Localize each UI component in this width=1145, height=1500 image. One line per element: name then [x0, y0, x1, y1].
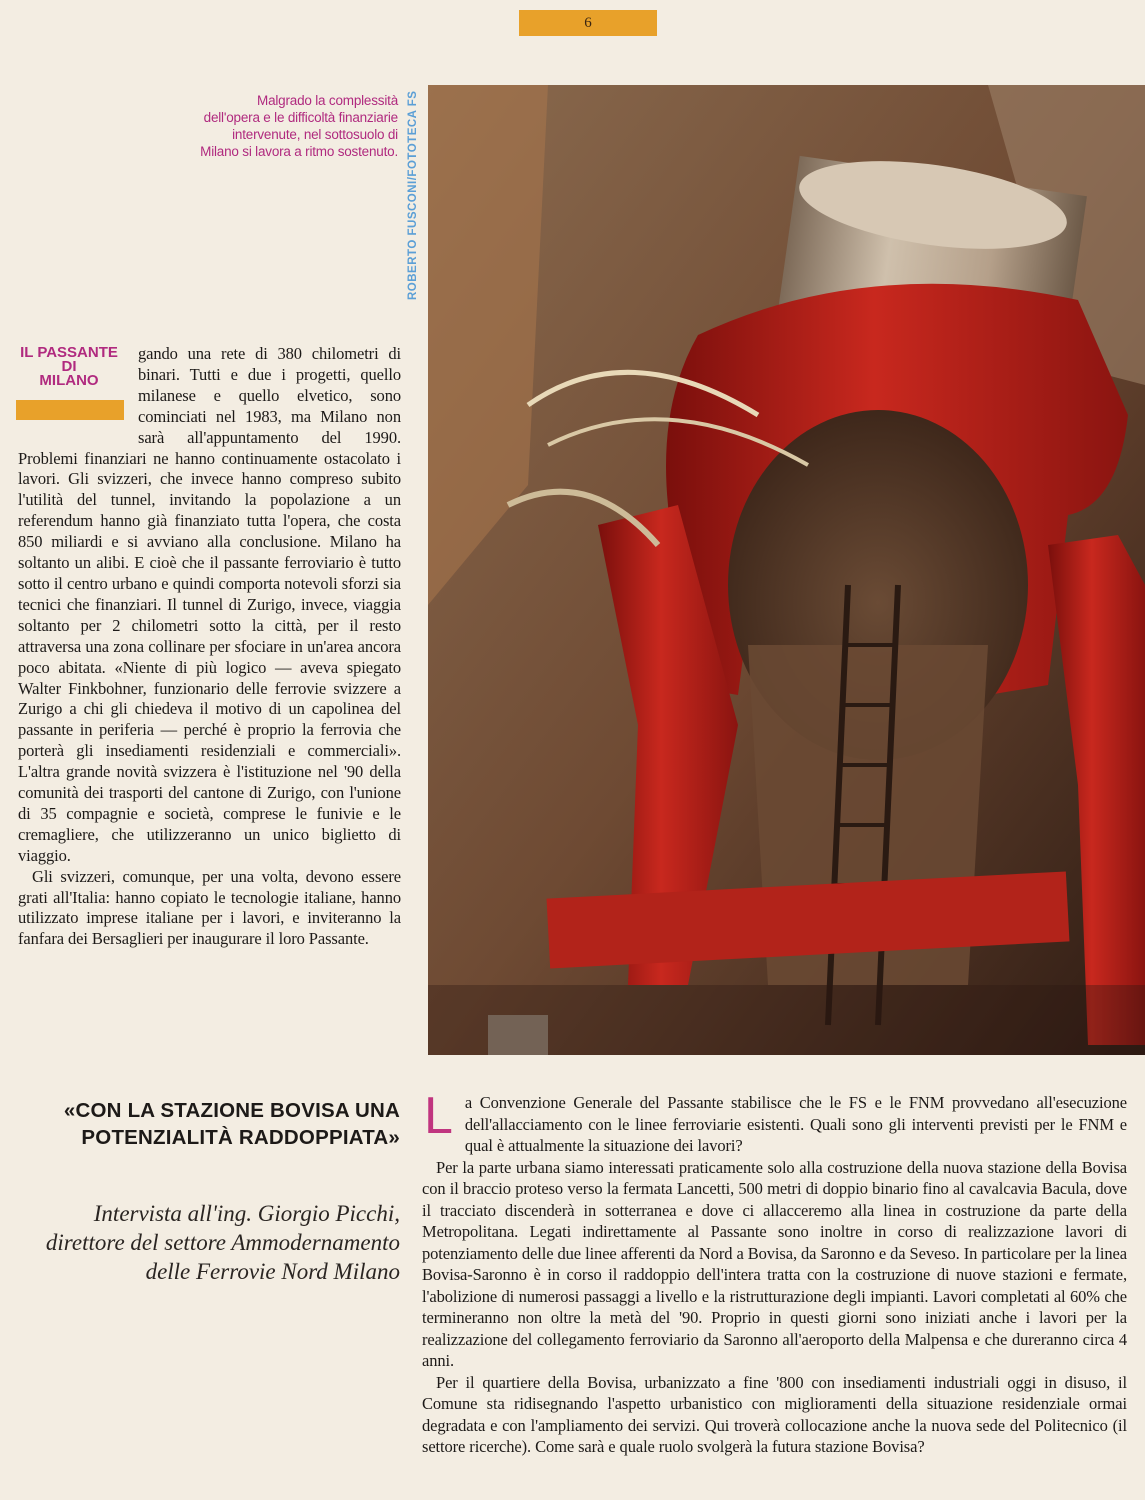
interview-question-2: Per il quartiere della Bovisa, urbanizzato a fine '800 con insediamenti industriali oggi in disuso, il Comune sta ridisegnando l'aspetto urbanistico con miglioramenti della situazione residenziale ormai degradata e con l'ampliamento dei servizi. Qui troverà collocazione anche la nuova sede del Politecnico (il settore ricerche). Come sarà e quale ruolo svolgerà la futura stazione Bovisa? — [422, 1372, 1127, 1456]
interview-byline: Intervista all'ing. Giorgio Picchi, direttore del settore Ammodernamento delle Ferrovie Nord Milano — [45, 1201, 400, 1284]
interview-column — [422, 1087, 1127, 1458]
tunnel-boring-machine-photo — [428, 85, 1145, 1055]
interview-question-1 — [422, 1087, 1127, 1157]
article-paragraph-2: Gli svizzeri, comunque, per una volta, devono essere grati all'Italia: hanno copiato le tecnologie italiane, hanno utilizzato imprese italiane per i lavori, e inviteranno la fanfara dei Bersaglieri per inaugurare il loro Passante. — [18, 866, 401, 949]
page-number: 6 — [519, 10, 657, 36]
interview-answer-1: Per la parte urbana siamo interessati praticamente solo alla costruzione della nuova stazione della Bovisa con il braccio proteso verso la fermata Lancetti, 500 metri di doppio binario fino al cavalcavia Bacula, dove il tracciato discenderà in sotterranea e dove ci allacceremo alla linea in costruzione da parte della Metropolitana. Legati indirettamente al Passante sono inoltre in corso di realizzazione lavori di potenziamento delle due linee afferenti da Nord a Bovisa, da Saronno e da Seveso. In particolare per la linea Bovisa-Saronno è in corso il raddoppio dell'intera tratta con la costruzione di nuove stazioni e fermate, l'abolizione di numerosi passaggi a livello e la ristrutturazione degli impianti. Lavori completati al 60% che termineranno non oltre la metà del '90. Proprio in questi giorni sono iniziati anche i lavori per la realizzazione del collegamento ferroviario da Saronno all'aeroporto della Malpensa e che dureranno circa 4 anni. — [422, 1157, 1127, 1370]
photo-caption: Malgrado la complessità dell'opera e le difficoltà finanziarie intervenute, nel sottosuolo di Milano si lavora a ritmo sostenuto. — [200, 93, 398, 159]
article-column — [18, 344, 401, 950]
section-label-line2: DI — [61, 358, 77, 375]
section-label-line1: IL PASSANTE — [20, 344, 118, 361]
section-label-line3: MILANO — [39, 372, 99, 389]
interview-question-1-text: a Convenzione Generale del Passante stabilisce che le FS e le FNM provvedano all'esecuzione dell'allacciamento con le linee ferroviarie esistenti. Quali sono gli interventi previsti per le FNM e qual è attualmente la situazione dei lavori? — [464, 1093, 1127, 1155]
drop-cap: L — [424, 1087, 453, 1145]
article-paragraph-1 — [18, 344, 401, 867]
photo-illustration — [428, 85, 1145, 1055]
interview-headline: «CON LA STAZIONE BOVISA UNA POTENZIALITÀ RADDOPPIATA» — [63, 1099, 400, 1149]
article-paragraph-1-text: gando una rete di 380 chilometri di binari. Tutti e due i progetti, quello milanese e quello elvetico, sono cominciati nel 1983, ma Milano non sarà all'appuntamento del 1990. Problemi finanziari ne hanno continuamente ostacolato i lavori. Gli svizzeri, che invece hanno compreso subito l'utilità del tunnel, invitando la popolazione a un referendum hanno già finanziato tutta l'opera, che costa 850 miliardi e si avviano alla conclusione. Milano ha soltanto un alibi. E cioè che il passante ferroviario è tutto sotto il centro urbano e quindi comporta notevoli sforzi sia tecnici che finanziari. Il tunnel di Zurigo, invece, viaggia soltanto per 2 chilometri sotto la città, per il resto attraversa una zona collinare per sfociare in un'area ancora poco abitata. «Niente di più logico — aveva spiegato Walter Finkbohner, funzionario delle ferrovie svizzere a Zurigo a chi gli chiedeva il motivo di un capolinea del passante in periferia — perché è proprio la ferrovia che porterà gli insediamenti residenziali e commerciali». L'altra grande novità svizzera è l'istituzione nel '90 della comunità dei trasporti del cantone di Zurigo, con l'unione di 35 compagnie e società, comprese le funivie e le cremagliere, che utilizzeranno un unico biglietto di viaggio. — [18, 344, 401, 865]
photo-credit-text: ROBERTO FUSCONI/FOTOTECA FS — [407, 90, 419, 300]
